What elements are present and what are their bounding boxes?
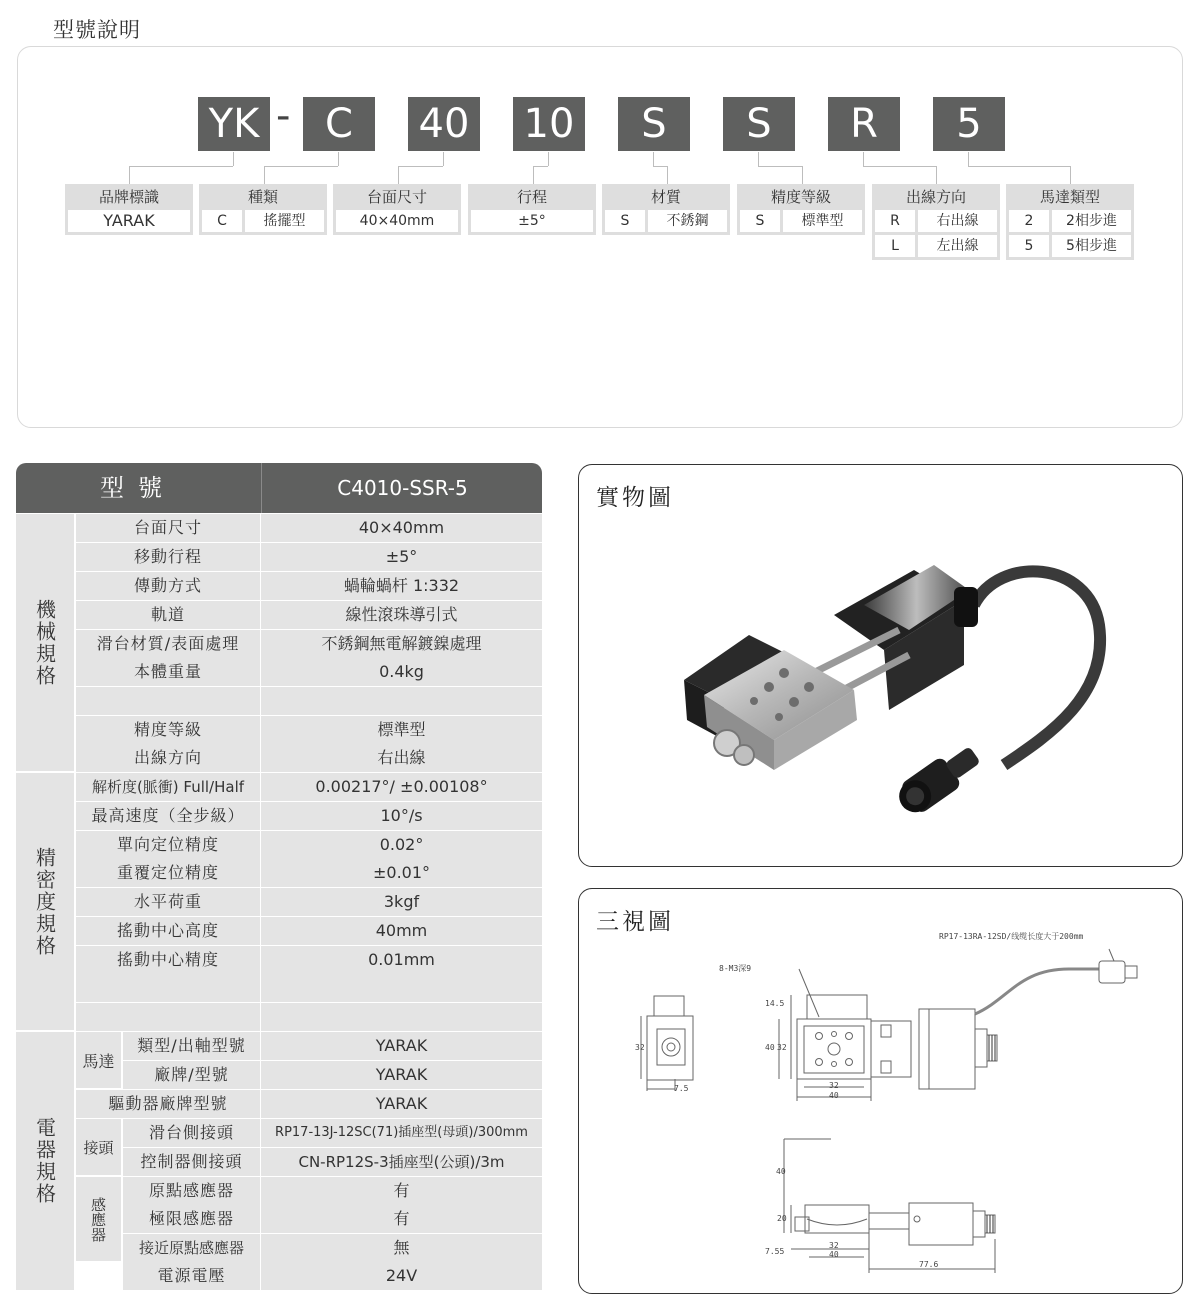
- row-value: 0.01mm: [261, 946, 542, 974]
- label-dim: 40: [776, 1167, 786, 1176]
- spec-cell-desc: 搖擺型: [245, 210, 324, 232]
- label-dim: 32: [829, 1241, 839, 1250]
- spec-cell-desc: 左出線: [918, 235, 997, 257]
- subcategory-sensor-label: 感應器: [89, 1196, 107, 1242]
- row-value: 不銹鋼無電解鍍鎳處理: [261, 630, 542, 658]
- spec-cell-code: S: [605, 210, 645, 232]
- label-dim: 40: [829, 1091, 839, 1100]
- row-value: [261, 687, 542, 715]
- row-label: 滑台材質/表面處理: [76, 630, 260, 658]
- spec-cell-desc: 5相步進: [1052, 235, 1131, 257]
- table-header: [16, 463, 542, 513]
- code-segment-brand: YK: [198, 97, 270, 151]
- subcategory-motor-label: 馬達: [82, 1051, 115, 1071]
- row-value: 右出線: [261, 744, 542, 772]
- spec-cell-code: C: [202, 210, 242, 232]
- row-value: 0.00217°/ ±0.00108°: [261, 773, 542, 801]
- table-header-value: C4010-SSR-5: [261, 463, 542, 513]
- code-segment-type: C: [303, 97, 375, 151]
- category-precision-label: 精密度規格: [32, 846, 57, 957]
- section-title: 型號說明: [53, 18, 141, 42]
- spec-cell-desc: 標準型: [783, 210, 862, 232]
- row-value: 蝸輪蝸杆 1:332: [261, 572, 542, 600]
- spec-group-head: 精度等級: [770, 188, 831, 206]
- row-label: 單向定位精度: [76, 831, 260, 859]
- code-segment-stroke: 10: [513, 97, 585, 151]
- spec-cell: YARAK: [68, 210, 190, 232]
- spec-cell: ±5°: [471, 210, 593, 232]
- row-label: 出線方向: [76, 744, 260, 772]
- label-dim: 32: [829, 1081, 839, 1090]
- row-label: 傳動方式: [76, 572, 260, 600]
- spec-cell-desc: 不銹鋼: [648, 210, 727, 232]
- row-value: 10°/s: [261, 802, 542, 830]
- row-value: ±0.01°: [261, 859, 542, 887]
- spec-cell-code: S: [740, 210, 780, 232]
- row-label: 極限感應器: [123, 1205, 260, 1233]
- label-cable: RP17-13RA-12SD/线缆长度大于200mm: [939, 932, 1084, 941]
- row-value: YARAK: [261, 1061, 542, 1089]
- spec-group-head: 行程: [516, 188, 547, 206]
- row-value: YARAK: [261, 1090, 542, 1118]
- label-holes: 8-M3深9: [719, 964, 752, 973]
- spec-group-size: [333, 184, 461, 235]
- spec-group-stroke: [468, 184, 596, 235]
- row-label: 電源電壓: [123, 1262, 260, 1290]
- row-value: 線性滾珠導引式: [261, 601, 542, 629]
- row-label: 接近原點感應器: [123, 1234, 260, 1262]
- product-photo: [579, 465, 1182, 866]
- spec-group-cable-direction: [872, 184, 1000, 260]
- photo-panel: [578, 464, 1183, 867]
- row-label: 重覆定位精度: [76, 859, 260, 887]
- row-label: 台面尺寸: [76, 514, 260, 542]
- three-view-drawing: [579, 889, 1182, 1293]
- row-label: 原點感應器: [123, 1177, 260, 1205]
- spec-group-head: 材質: [650, 188, 681, 206]
- spec-group-material: [602, 184, 730, 235]
- row-label: [76, 1003, 260, 1031]
- subcategory-connector-label: 接頭: [83, 1138, 114, 1157]
- row-label: 軌道: [76, 601, 260, 629]
- code-segment-motor: 5: [933, 97, 1005, 151]
- spec-group-precision: [737, 184, 865, 235]
- spec-cell: 40×40mm: [336, 210, 458, 232]
- row-value: 無: [261, 1234, 542, 1262]
- row-value: 3kgf: [261, 888, 542, 916]
- row-label: 驅動器廠牌型號: [76, 1090, 260, 1118]
- category-mechanical: [16, 514, 74, 771]
- label-dim: 40: [765, 1043, 775, 1052]
- photo-panel-title: 實物圖: [596, 485, 674, 511]
- code-segment-cable-dir: R: [828, 97, 900, 151]
- row-value: 有: [261, 1205, 542, 1233]
- spec-cell-desc: 2相步進: [1052, 210, 1131, 232]
- spec-cell-code: 2: [1009, 210, 1049, 232]
- code-dash: -: [276, 93, 291, 139]
- spec-group-head: 品牌標識: [98, 188, 159, 206]
- label-dim: 32: [777, 1043, 787, 1052]
- spec-group-head: 馬達類型: [1039, 188, 1100, 206]
- row-label: [76, 687, 260, 715]
- spec-group-motor-type: [1006, 184, 1134, 260]
- category-mechanical-label: 機械規格: [32, 598, 57, 687]
- spec-group-head: 出線方向: [905, 188, 966, 206]
- row-label: 搖動中心高度: [76, 917, 260, 945]
- category-electrical: [16, 1032, 74, 1290]
- row-value: CN-RP12S-3插座型(公頭)/3m: [261, 1148, 542, 1176]
- spec-group-type: [199, 184, 327, 235]
- label-dim: 77.6: [919, 1260, 939, 1269]
- row-label: 最高速度（全步級）: [76, 802, 260, 830]
- label-dim: 14.5: [765, 999, 785, 1008]
- row-value: 0.4kg: [261, 658, 542, 686]
- row-value: RP17-13J-12SC(71)插座型(母頭)/300mm: [261, 1119, 542, 1147]
- row-value: ±5°: [261, 543, 542, 571]
- spec-group-head: 台面尺寸: [366, 188, 427, 206]
- label-dim: 32: [635, 1043, 645, 1052]
- row-label: 本體重量: [76, 658, 260, 686]
- row-value: [261, 1003, 542, 1031]
- category-precision: [16, 773, 74, 1030]
- row-label: 移動行程: [76, 543, 260, 571]
- code-segment-material: S: [618, 97, 690, 151]
- table-header-label: 型號: [100, 474, 176, 502]
- subcategory-motor: [76, 1032, 121, 1088]
- spec-cell-code: L: [875, 235, 915, 257]
- row-label: 廠牌/型號: [123, 1061, 260, 1089]
- code-segment-size: 40: [408, 97, 480, 151]
- label-dim: 7.55: [765, 1247, 785, 1256]
- label-dim: 7.5: [674, 1084, 689, 1093]
- row-label: 滑台側接頭: [123, 1119, 260, 1147]
- row-value: 24V: [261, 1262, 542, 1290]
- row-label: 精度等級: [76, 716, 260, 744]
- row-label: 水平荷重: [76, 888, 260, 916]
- spec-group-head: 種類: [247, 188, 278, 206]
- row-value: 有: [261, 1177, 542, 1205]
- code-segment-precision: S: [723, 97, 795, 151]
- row-label: [76, 974, 260, 1002]
- row-value: 40mm: [261, 917, 542, 945]
- label-dim: 20: [777, 1214, 787, 1223]
- label-dim: 40: [829, 1250, 839, 1259]
- subcategory-connector: [76, 1119, 121, 1175]
- spec-cell-desc: 右出線: [918, 210, 997, 232]
- row-label: 控制器側接頭: [123, 1148, 260, 1176]
- spec-cell-code: 5: [1009, 235, 1049, 257]
- row-value: 標準型: [261, 716, 542, 744]
- row-value: 40×40mm: [261, 514, 542, 542]
- spec-group-brand: [65, 184, 193, 235]
- drawing-panel: [578, 888, 1183, 1294]
- row-label: 解析度(脈衝) Full/Half: [76, 773, 260, 801]
- row-label: 類型/出軸型號: [123, 1032, 260, 1060]
- row-value: [261, 974, 542, 1002]
- row-value: 0.02°: [261, 831, 542, 859]
- row-value: YARAK: [261, 1032, 542, 1060]
- spec-table: [16, 463, 542, 1290]
- drawing-panel-title: 三視圖: [596, 909, 674, 935]
- subcategory-sensor: [76, 1177, 121, 1261]
- row-label: 搖動中心精度: [76, 946, 260, 974]
- category-electrical-label: 電器規格: [32, 1117, 57, 1205]
- spec-cell-code: R: [875, 210, 915, 232]
